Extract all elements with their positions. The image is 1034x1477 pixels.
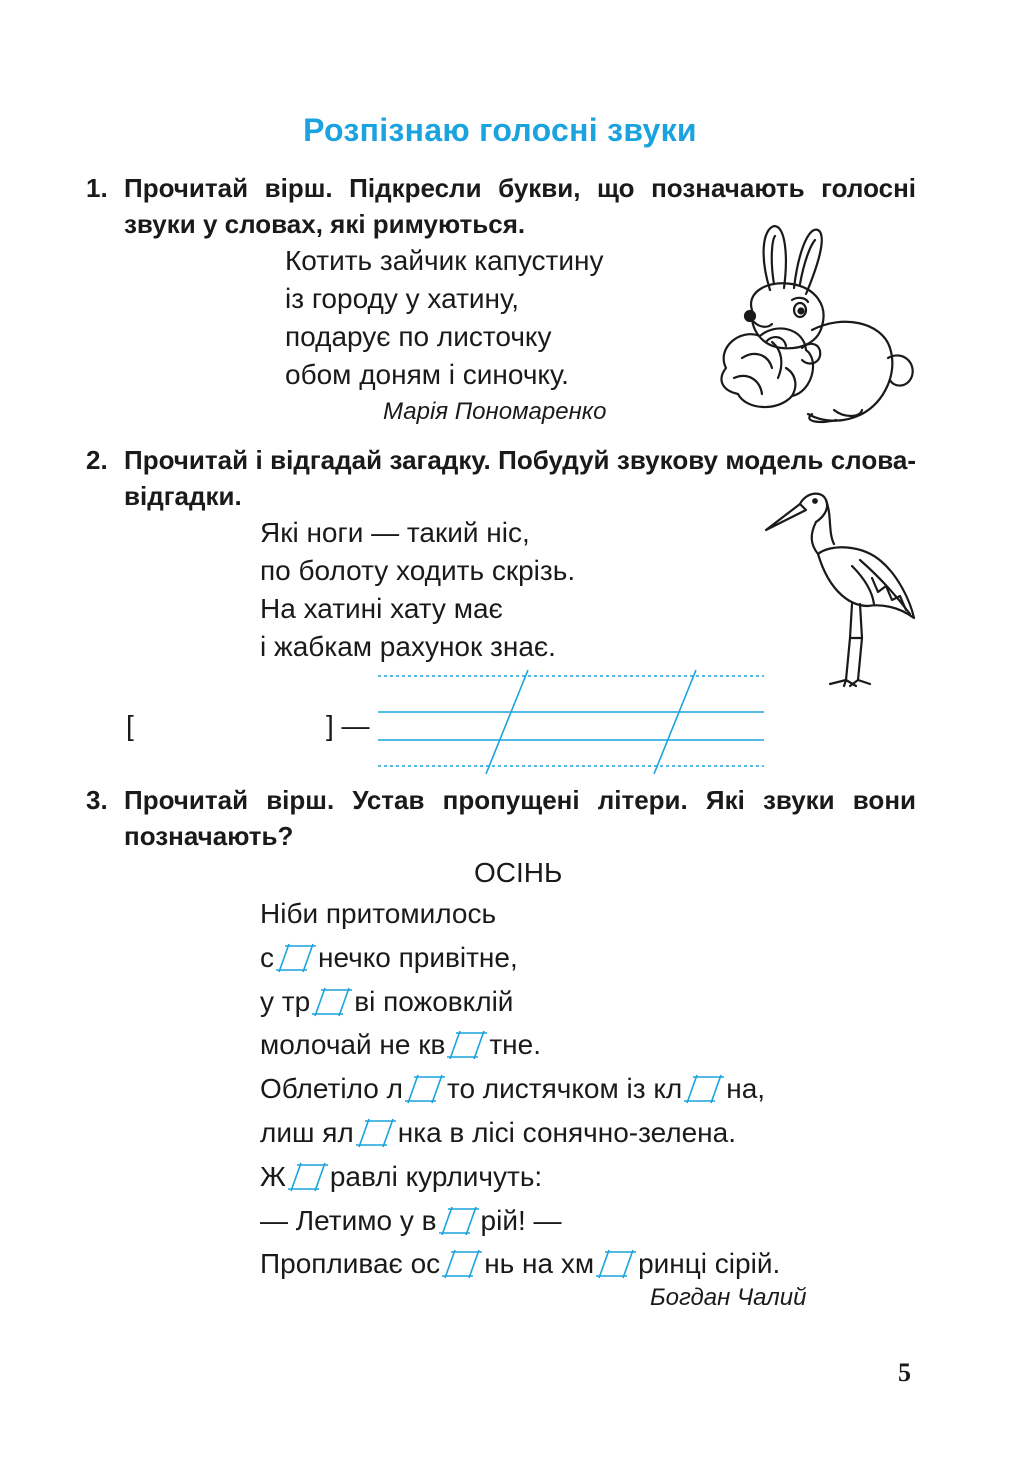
- poem-line: [260, 980, 780, 1024]
- poem-line: подарує по листочку: [285, 321, 552, 352]
- poem-line: по болоту ходить скрізь.: [260, 555, 576, 586]
- task-number: 3.: [86, 785, 108, 815]
- poem-line: обом доням і синочку.: [285, 359, 569, 390]
- letter-gap-input[interactable]: [311, 987, 353, 1017]
- poem-line: [260, 1155, 780, 1199]
- poem-line: Які ноги — такий ніс,: [260, 517, 530, 548]
- poem-line: [260, 1199, 780, 1243]
- poem-text: молочай не кв: [260, 1029, 446, 1061]
- page-number: 5: [898, 1358, 911, 1387]
- poem-text: у тр: [260, 985, 311, 1017]
- poem-text: Пропливає ос: [260, 1248, 441, 1280]
- task-text: Прочитай і відгадай загадку. Побудуй звукову модель слова-відгадки.: [124, 445, 916, 511]
- poem-line: [260, 1023, 780, 1067]
- poem-text: ринці сірій.: [638, 1248, 781, 1280]
- poem-line: із городу у хатину,: [285, 283, 519, 314]
- model-open-bracket: [: [126, 710, 134, 741]
- poem-text: на,: [726, 1073, 766, 1105]
- poem-text: рій! —: [480, 1204, 562, 1236]
- poem-line: [260, 936, 780, 980]
- poem-text: ві пожовклій: [354, 985, 514, 1017]
- poem-text: Облетіло л: [260, 1073, 403, 1105]
- poem-line: [260, 1242, 780, 1286]
- poem-text: Ніби притомилось: [260, 898, 497, 929]
- letter-gap-input[interactable]: [275, 943, 317, 973]
- task-number: 2.: [86, 445, 108, 475]
- poem-line: На хатині хату має: [260, 593, 503, 624]
- task-text: Прочитай вірш. Устав пропущені літери. Які звуки вони позначають?: [124, 785, 916, 851]
- letter-gap-input[interactable]: [441, 1249, 483, 1279]
- letter-gap-input[interactable]: [287, 1162, 329, 1192]
- task-1-poem: [285, 242, 603, 394]
- poem-line: [260, 1067, 780, 1111]
- letter-gap-input[interactable]: [683, 1074, 725, 1104]
- poem-line: [260, 892, 780, 936]
- poem-text: — Летимо у в: [260, 1204, 437, 1236]
- poem-text: равлі курличуть:: [329, 1160, 543, 1192]
- poem-text: с: [260, 941, 274, 973]
- page-title: Розпізнаю голосні звуки: [303, 112, 697, 148]
- poem-text: нечко привітне,: [318, 941, 518, 973]
- poem-text: нь на хм: [484, 1248, 595, 1280]
- poem-line: [260, 1111, 780, 1155]
- letter-gap-input[interactable]: [595, 1249, 637, 1279]
- poem-line: і жабкам рахунок знає.: [260, 631, 556, 662]
- poem-title: ОСІНЬ: [474, 857, 563, 888]
- letter-gap-input[interactable]: [438, 1206, 480, 1236]
- task-text: Прочитай вірш. Підкресли букви, що позначають голосні звуки у словах, які римуються.: [124, 173, 916, 239]
- poem-text: лиш ял: [260, 1116, 354, 1148]
- task-1-author: Марія Пономаренко: [383, 398, 607, 425]
- task-2-poem: [260, 514, 575, 666]
- poem-text: нка в лісі сонячно-зелена.: [397, 1116, 736, 1148]
- task-3-poem: [260, 892, 780, 1286]
- task-number: 1.: [86, 173, 108, 203]
- model-close-bracket: ] —: [326, 710, 370, 741]
- writing-lines[interactable]: [376, 668, 766, 780]
- letter-gap-input[interactable]: [355, 1118, 397, 1148]
- poem-line: Котить зайчик капустину: [285, 245, 604, 276]
- letter-gap-input[interactable]: [404, 1074, 446, 1104]
- poem-text: то листячком із кл: [446, 1073, 683, 1105]
- poem-text: Ж: [260, 1160, 286, 1192]
- letter-gap-input[interactable]: [446, 1030, 488, 1060]
- task-3-instruction: [86, 782, 916, 854]
- poem-text: тне.: [489, 1029, 541, 1061]
- stork-illustration: [760, 482, 920, 690]
- rabbit-illustration: [712, 218, 922, 426]
- task-3-author: Богдан Чалий: [650, 1284, 807, 1311]
